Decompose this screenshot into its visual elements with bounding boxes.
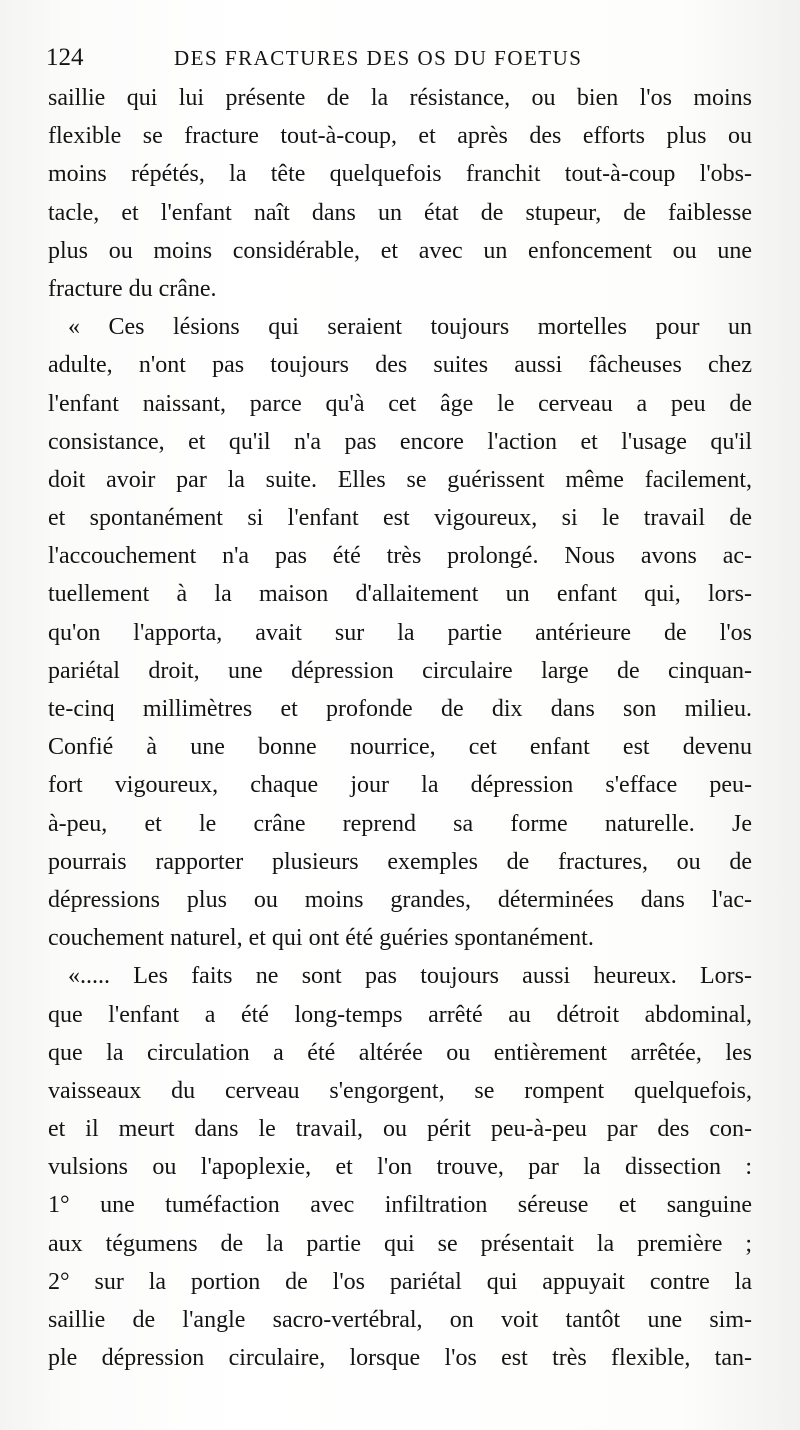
page-number: 124 bbox=[46, 44, 84, 71]
text-line: tacle, et l'enfant naît dans un état de stupeur, de faiblesse bbox=[48, 199, 752, 226]
text-line: 2° sur la portion de l'os pariétal qui appuyait contre la bbox=[48, 1268, 752, 1295]
text-line: «..... Les faits ne sont pas toujours aussi heureux. Lors- bbox=[68, 963, 752, 990]
text-line: que l'enfant a été long-temps arrêté au détroit abdominal, bbox=[48, 1001, 752, 1028]
text-line: fort vigoureux, chaque jour la dépression s'efface peu- bbox=[48, 772, 752, 799]
text-line: à-peu, et le crâne reprend sa forme naturelle. Je bbox=[48, 810, 752, 837]
text-line: et spontanément si l'enfant est vigoureux, si le travail de bbox=[48, 505, 752, 532]
text-line: vaisseaux du cerveau s'engorgent, se rompent quelquefois, bbox=[48, 1077, 752, 1104]
text-line: te-cinq millimètres et profonde de dix dans son milieu. bbox=[48, 696, 752, 722]
text-line: tuellement à la maison d'allaitement un enfant qui, lors- bbox=[48, 581, 752, 608]
running-title: DES FRACTURES DES OS DU FOETUS bbox=[174, 46, 583, 70]
text-line: flexible se fracture tout-à-coup, et après des efforts plus ou bbox=[48, 123, 752, 150]
text-line: dépressions plus ou moins grandes, déterminées dans l'ac- bbox=[48, 886, 752, 913]
page-header bbox=[46, 38, 746, 78]
text-line: moins répétés, la tête quelquefois franchit tout-à-coup l'obs- bbox=[48, 161, 752, 188]
text-line: « Ces lésions qui seraient toujours mortelles pour un bbox=[68, 314, 752, 341]
text-line: 1° une tuméfaction avec infiltration séreuse et sanguine bbox=[48, 1192, 752, 1219]
text-line: consistance, et qu'il n'a pas encore l'action et l'usage qu'il bbox=[48, 428, 752, 455]
text-line: et il meurt dans le travail, ou périt peu-à-peu par des con- bbox=[48, 1116, 752, 1143]
text-line: pariétal droit, une dépression circulaire large de cinquan- bbox=[48, 657, 752, 684]
text-line: ple dépression circulaire, lorsque l'os est très flexible, tan- bbox=[48, 1345, 752, 1372]
text-line: doit avoir par la suite. Elles se guérissent même facilement, bbox=[48, 466, 752, 493]
text-line: qu'on l'apporta, avait sur la partie antérieure de l'os bbox=[48, 619, 752, 646]
text-line: plus ou moins considérable, et avec un enfoncement ou une bbox=[48, 237, 752, 264]
text-line: pourrais rapporter plusieurs exemples de fractures, ou de bbox=[48, 848, 752, 875]
text-line: fracture du crâne. bbox=[48, 275, 217, 302]
text-line: aux tégumens de la partie qui se présentait la première ; bbox=[48, 1230, 752, 1257]
text-line: Confié à une bonne nourrice, cet enfant est devenu bbox=[48, 734, 752, 761]
text-line: l'enfant naissant, parce qu'à cet âge le cerveau a peu de bbox=[48, 390, 752, 417]
text-line: l'accouchement n'a pas été très prolongé. Nous avons ac- bbox=[48, 543, 752, 570]
text-line: saillie de l'angle sacro-vertébral, on voit tantôt une sim- bbox=[48, 1307, 752, 1333]
text-line: saillie qui lui présente de la résistance, ou bien l'os moins bbox=[48, 85, 752, 111]
text-line: que la circulation a été altérée ou entièrement arrêtée, les bbox=[48, 1039, 752, 1066]
text-line: couchement naturel, et qui ont été guéries spontanément. bbox=[48, 925, 594, 952]
body-text bbox=[48, 79, 752, 1377]
text-line: vulsions ou l'apoplexie, et l'on trouve, par la dissection : bbox=[48, 1154, 752, 1181]
text-line: adulte, n'ont pas toujours des suites aussi fâcheuses chez bbox=[48, 352, 752, 379]
